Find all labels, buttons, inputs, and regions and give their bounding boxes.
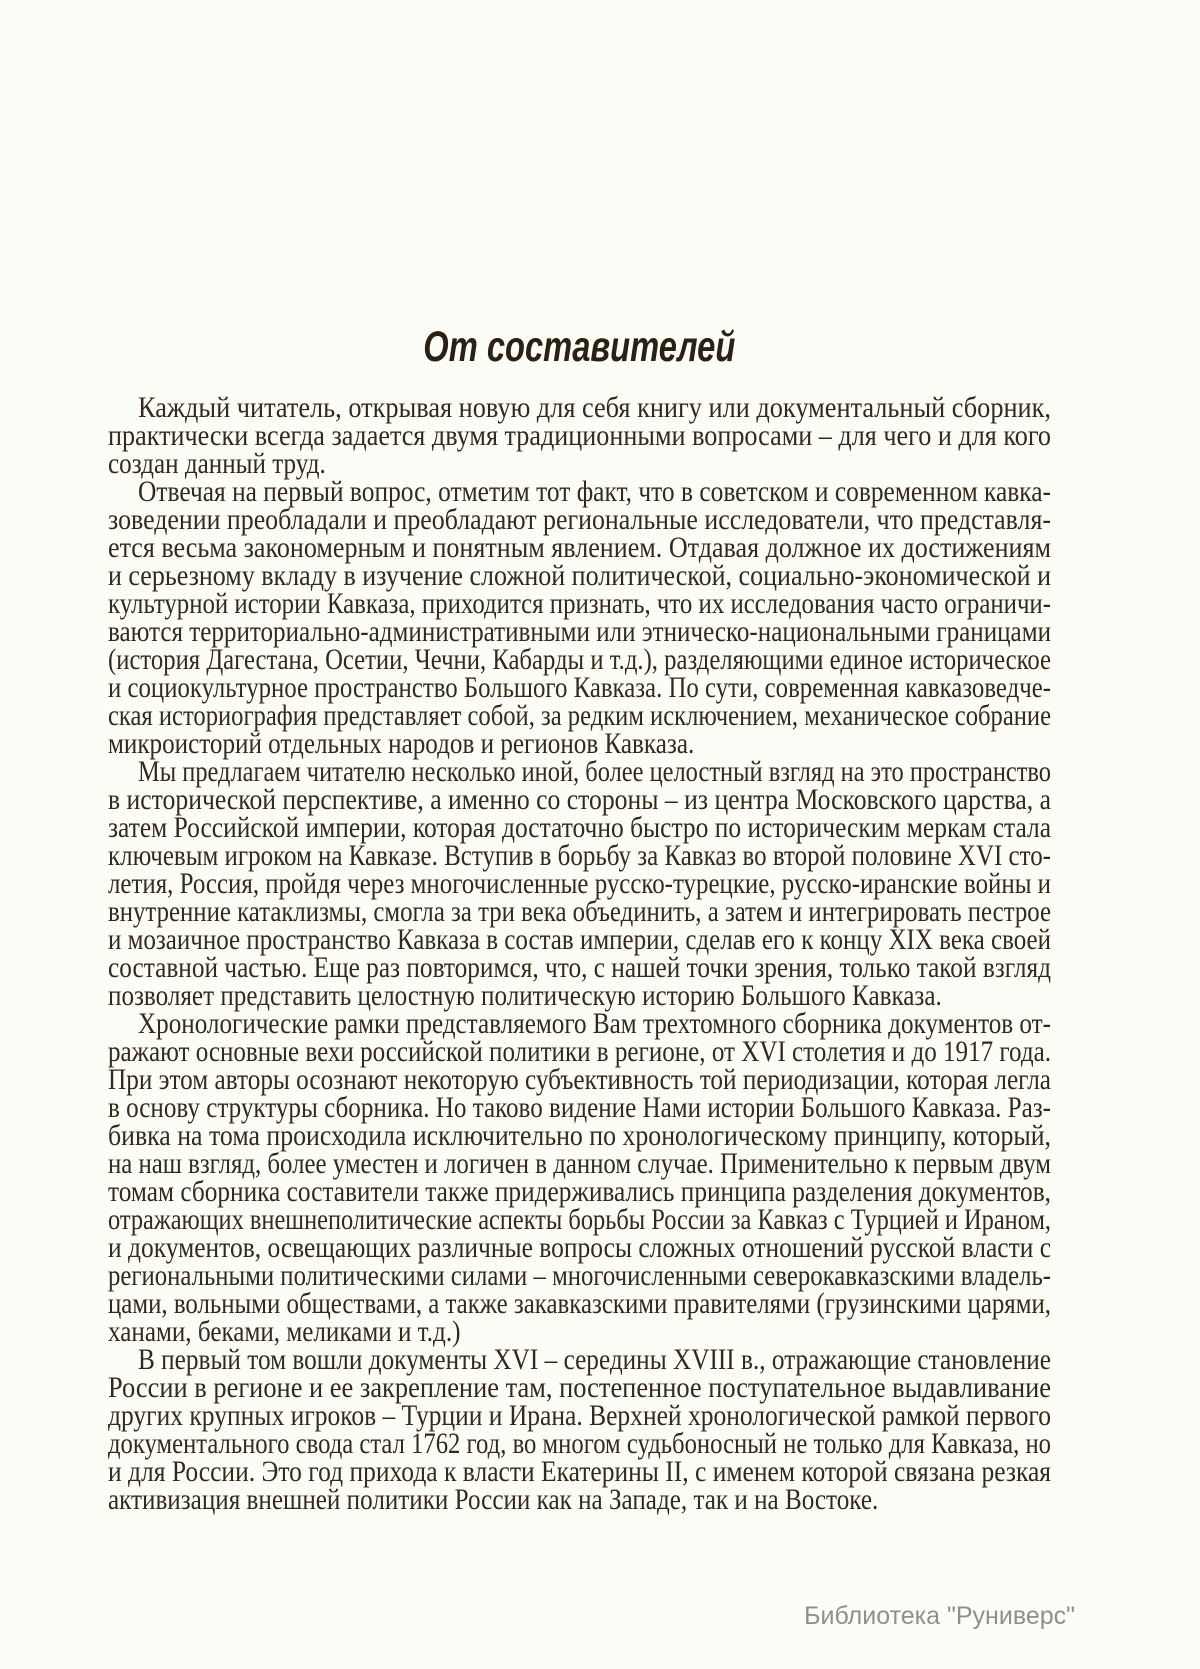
text-line-content: зоведении преобладали и преобладают региональные исследователи, что представля- — [108, 503, 1051, 536]
text-line — [108, 783, 1051, 816]
text-line-content: летия, Россия, пройдя через многочисленные русско-турецкие, русско-иранские войны и — [108, 867, 1051, 900]
text-line-content: и социокультурное пространство Большого Кавказа. По сути, современная кавказоведче- — [108, 671, 1051, 704]
text-line — [108, 671, 1051, 704]
text-line-content: В первый том вошли документы XVI – середины XVIII в., отражающие становление — [138, 1343, 1051, 1376]
text-line — [108, 923, 1051, 956]
title-container — [108, 322, 1051, 372]
text-line — [108, 1007, 1051, 1040]
body-text — [108, 391, 1051, 1516]
text-line — [108, 1455, 1051, 1488]
text-line-content: и серьезному вкладу в изучение сложной политической, социально-экономической и — [108, 559, 1051, 592]
text-line — [108, 1091, 1051, 1124]
text-line-content: Мы предлагаем читателю несколько иной, более целостный взгляд на это пространство — [138, 755, 1051, 788]
text-line-content: цами, вольными обществами, а также закавказскими правителями (грузинскими царями, — [108, 1287, 1051, 1320]
text-line — [108, 1119, 1051, 1152]
text-line — [108, 1035, 1051, 1068]
text-line-content: ская историография представляет собой, за редким исключением, механическое собрание — [108, 699, 1051, 732]
text-line — [108, 475, 1051, 508]
text-line-content: России в регионе и ее закрепление там, постепенное поступательное выдавливание — [108, 1371, 1051, 1404]
text-line — [108, 1371, 1051, 1404]
paragraph — [108, 475, 1051, 760]
text-line-content: микроисторий отдельных народов и регионов Кавказа. — [108, 727, 695, 760]
text-line-content: других крупных игроков – Турции и Ирана. Верхней хронологической рамкой первого — [108, 1399, 1051, 1432]
text-line-content: региональными политическими силами – многочисленными северокавказскими владель- — [108, 1259, 1051, 1292]
page-title-text: От составителей — [423, 323, 736, 371]
text-line-content: и для России. Это год прихода к власти Екатерины II, с именем которой связана резкая — [108, 1455, 1051, 1488]
paragraph — [108, 1343, 1051, 1516]
text-line-content: в основу структуры сборника. Но таково видение Нами истории Большого Кавказа. Раз- — [108, 1091, 1051, 1124]
text-line-content: бивка на тома происходила исключительно по хронологическому принципу, который, — [108, 1119, 1051, 1152]
text-line-content: ваются территориально-административными или этническо-национальными границами — [108, 615, 1051, 648]
text-line — [108, 503, 1051, 536]
text-line-content: активизация внешней политики России как на Западе, так и на Востоке. — [108, 1483, 879, 1516]
watermark-text: Библиотека "Руниверс" — [804, 1602, 1075, 1630]
text-line-content: Отвечая на первый вопрос, отметим тот факт, что в советском и современном кавка- — [138, 475, 1051, 508]
text-line — [108, 867, 1051, 900]
text-line-content: ханами, беками, меликами и т.д.) — [108, 1315, 461, 1348]
text-line — [108, 699, 1051, 732]
text-line-content: (история Дагестана, Осетии, Чечни, Кабарды и т.д.), разделяющими единое историческое — [108, 643, 1051, 676]
text-line-content: культурной истории Кавказа, приходится признать, что их исследования часто ограничи- — [108, 587, 1051, 620]
text-line-content: внутренние катаклизмы, смогла за три века объединить, а затем и интегрировать пестрое — [108, 895, 1051, 928]
paragraph — [108, 1007, 1051, 1348]
text-line-content: в исторической перспективе, а именно со стороны – из центра Московского царства, а — [108, 783, 1051, 816]
text-line-content: Каждый читатель, открывая новую для себя книгу или документальный сборник, — [138, 391, 1051, 424]
paragraph — [108, 391, 1051, 480]
text-line — [108, 615, 1051, 648]
text-line-content: и документов, освещающих различные вопросы сложных отношений русской власти с — [108, 1231, 1051, 1264]
text-line — [108, 727, 1051, 760]
text-line — [108, 1343, 1051, 1376]
text-line-content: При этом авторы осознают некоторую субъективность той периодизации, которая легла — [108, 1063, 1051, 1096]
text-line-content: позволяет представить целостную политическую историю Большого Кавказа. — [108, 979, 942, 1012]
text-line-content: ключевым игроком на Кавказе. Вступив в борьбу за Кавказ во второй половине XVI сто- — [108, 839, 1051, 872]
text-line-content: и мозаичное пространство Кавказа в состав империи, сделав его к концу XIX века своей — [108, 923, 1051, 956]
text-line-content: отражающих внешнеполитические аспекты борьбы России за Кавказ с Турцией и Ираном, — [108, 1203, 1051, 1236]
text-line — [108, 391, 1051, 424]
text-line — [108, 1063, 1051, 1096]
text-line-content: на наш взгляд, более уместен и логичен в данном случае. Применительно к первым двум — [108, 1147, 1051, 1180]
text-line — [108, 1147, 1051, 1180]
text-line — [108, 447, 1051, 480]
text-line — [108, 559, 1051, 592]
text-line — [108, 839, 1051, 872]
text-line-content: Хронологические рамки представляемого Вам трехтомного сборника документов от- — [138, 1007, 1051, 1040]
text-line — [108, 1203, 1051, 1236]
text-line — [108, 1231, 1051, 1264]
text-line — [108, 811, 1051, 844]
text-line-content: создан данный труд. — [108, 447, 326, 480]
text-line — [108, 1483, 1051, 1516]
text-line — [108, 755, 1051, 788]
text-line — [108, 951, 1051, 984]
text-line-content: составной частью. Еще раз повторимся, что, с нашей точки зрения, только такой взгляд — [108, 951, 1051, 984]
text-line — [108, 1315, 1051, 1348]
text-line — [108, 1399, 1051, 1432]
text-line-content: томам сборника составители также придерживались принципа разделения документов, — [108, 1175, 1051, 1208]
text-line — [108, 531, 1051, 564]
text-line-content: ражают основные вехи российской политики в регионе, от XVI столетия и до 1917 года. — [108, 1035, 1051, 1068]
text-line — [108, 895, 1051, 928]
text-line-content: практически всегда задается двумя традиционными вопросами – для чего и для кого — [108, 419, 1051, 452]
text-line-content: затем Российской империи, которая достаточно быстро по историческим меркам стала — [108, 811, 1051, 844]
text-line-content: ется весьма закономерным и понятным явлением. Отдавая должное их достижениям — [108, 531, 1051, 564]
text-line-content: документального свода стал 1762 год, во многом судьбоносный не только для Кавказа, но — [108, 1427, 1051, 1460]
text-line — [108, 1259, 1051, 1292]
text-line — [108, 1427, 1051, 1460]
text-line — [108, 643, 1051, 676]
text-line — [108, 1287, 1051, 1320]
text-line — [108, 979, 1051, 1012]
text-line — [108, 1175, 1051, 1208]
page-title — [108, 322, 1051, 372]
text-line — [108, 587, 1051, 620]
page-content — [108, 322, 1051, 1514]
text-line — [108, 419, 1051, 452]
paragraph — [108, 755, 1051, 1012]
